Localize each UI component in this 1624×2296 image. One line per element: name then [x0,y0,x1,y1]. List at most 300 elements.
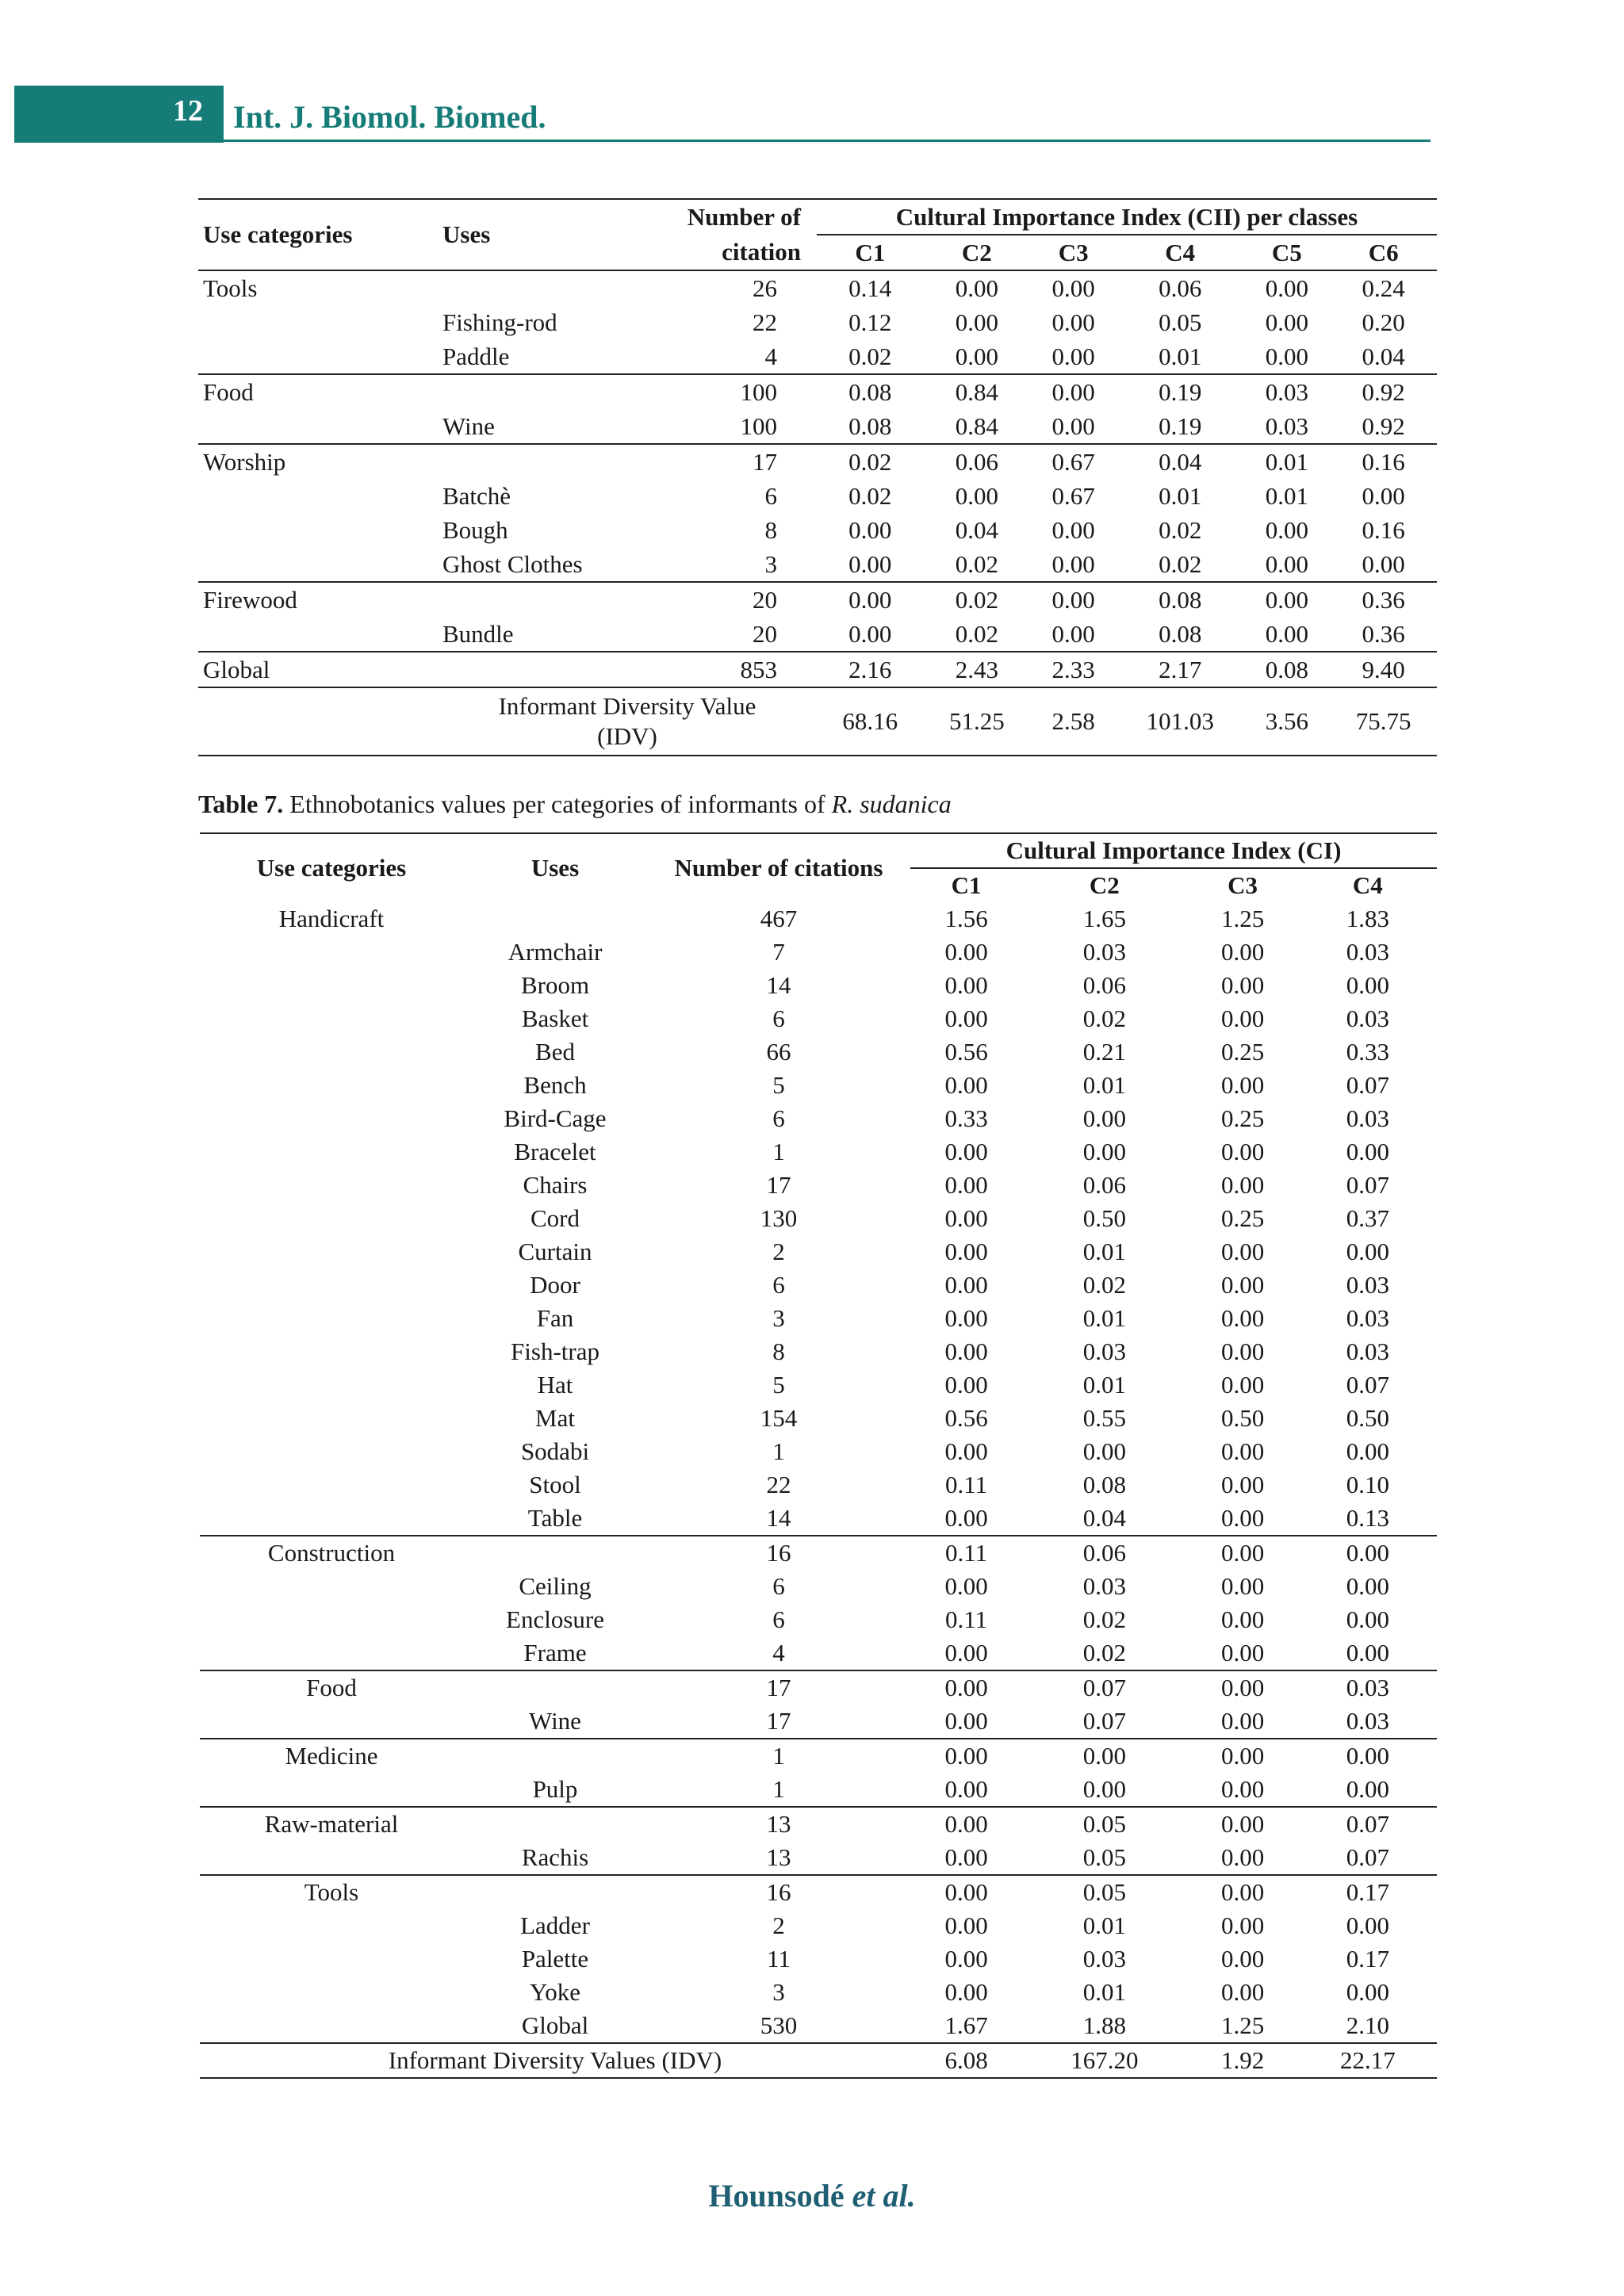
cell-citations: 17 [766,1171,791,1199]
cell-value: 0.00 [1220,1605,1265,1633]
cell-use [463,1670,647,1705]
table-row [200,1942,1437,1976]
cell-value: 0.00 [944,1437,988,1465]
cell-value: 0.00 [1220,1138,1265,1165]
header-class: C6 [1368,238,1399,266]
cell-category [200,1773,463,1807]
cell-value: 0.00 [944,1271,988,1299]
cell-citations: 6 [772,1605,785,1633]
header-cii: Cultural Importance Index (CII) per classes [817,199,1437,235]
footer-authors [0,2177,1624,2214]
header-number-of-citations: Number of citations [674,854,883,882]
cell-value: 0.00 [1051,549,1095,578]
cell-use: Table [527,1504,583,1532]
table-row [198,617,1437,652]
cell-value: 0.03 [1346,1104,1389,1132]
table-row [198,374,1437,409]
cell-value: 0.00 [1186,1807,1298,1841]
cell-value: 0.00 [1346,1639,1389,1667]
table-cell: 101.03 [1116,687,1243,756]
cell-value: 0.00 [944,971,988,999]
cell-citations: 13 [766,1843,791,1871]
caption-label: Table 7. [198,790,284,818]
cell-value: 2.17 [1116,652,1243,687]
cell-value: 0.07 [1082,1707,1126,1735]
cell-citations: 26 [753,274,777,302]
cell-value: 0.06 [1022,1536,1186,1570]
table-row [200,1705,1437,1739]
cell-value: 0.08 [1116,582,1243,617]
cell-value: 0.00 [1220,1504,1265,1532]
cell-category: Global [198,652,438,687]
table-7-body [200,902,1437,2043]
cell-use: Mat [535,1404,575,1432]
cell-value: 0.00 [1220,1639,1265,1667]
cell-value: 0.00 [1220,1171,1265,1199]
cell-value: 0.00 [1265,549,1308,578]
cell-citations: 1 [772,1138,785,1165]
cell-value: 0.04 [1362,342,1405,370]
header-ci: Cultural Importance Index (CI) [910,833,1437,868]
cell-value: 0.03 [1299,1670,1437,1705]
cell-category [200,1636,463,1670]
cell-category [200,1135,463,1169]
cell-value: 0.13 [1346,1504,1389,1532]
cell-citations: 22 [766,1471,791,1498]
cell-value: 0.00 [1243,582,1330,617]
cell-category [200,1202,463,1235]
cell-value: 0.03 [1346,1337,1389,1365]
cell-citations: 5 [772,1371,785,1399]
cell-value: 0.07 [1346,1171,1389,1199]
cell-value: 0.04 [955,515,998,544]
table-row [200,1875,1437,1909]
cell-value: 0.00 [944,1371,988,1399]
cell-value: 0.00 [1346,1978,1389,2006]
cell-use [463,902,647,936]
cell-value: 0.00 [848,549,892,578]
cell-value: 0.03 [1082,1572,1126,1600]
table-row [200,1739,1437,1773]
table-row [200,1002,1437,1035]
cell-category [200,1269,463,1302]
cell-value: 0.03 [1346,1271,1389,1299]
table-row [200,1335,1437,1368]
cell-value: 0.00 [1220,1945,1265,1973]
cell-citations: 8 [764,515,777,544]
table-row [198,339,1437,374]
cell-value: 0.20 [1362,308,1405,336]
header-number-of: Number of [687,203,801,231]
cell-category [198,513,438,547]
cell-citations: 20 [614,582,817,617]
cell-value: 0.00 [1346,1605,1389,1633]
cell-citations: 2 [772,1911,785,1939]
cell-value: 0.00 [1051,619,1095,648]
cell-use: Paddle [442,342,510,370]
cell-value: 0.00 [944,938,988,966]
cell-value: 0.05 [1022,1875,1186,1909]
cell-value: 0.00 [1299,1739,1437,1773]
header-class: C1 [951,871,982,899]
cell-use: Global [521,2011,589,2039]
cell-value: 0.03 [1243,374,1330,409]
table-row [200,1841,1437,1875]
cell-value: 0.08 [1159,619,1202,648]
cell-value: 0.00 [1220,1707,1265,1735]
cell-value: 0.00 [944,1071,988,1099]
cell-category [200,1942,463,1976]
cell-use: Stool [529,1471,581,1498]
table-cell: 75.75 [1330,687,1437,756]
cell-value: 0.07 [1346,1371,1389,1399]
cell-value: 0.00 [1186,1670,1298,1705]
cell-value: 0.00 [1220,1471,1265,1498]
cell-value: 0.00 [944,1911,988,1939]
cell-value: 0.03 [1346,1707,1389,1735]
cell-value: 0.01 [1082,1238,1126,1265]
cell-value: 0.00 [1346,1911,1389,1939]
cell-value: 0.00 [1346,1238,1389,1265]
cell-value: 0.04 [1116,444,1243,479]
cell-value: 0.00 [1265,274,1308,302]
cell-value: 2.16 [817,652,924,687]
table-row [200,1035,1437,1069]
cell-use [463,1807,647,1841]
cell-value: 0.01 [1159,481,1202,510]
cell-value: 0.00 [944,1204,988,1232]
header-class: C1 [855,238,886,266]
cell-value: 0.25 [1220,1104,1265,1132]
cell-citations: 5 [772,1071,785,1099]
cell-value: 0.00 [1220,1271,1265,1299]
cell-value: 0.00 [944,1978,988,2006]
table-row [200,1536,1437,1570]
cell-value: 0.01 [1243,444,1330,479]
cell-value: 0.01 [1082,1304,1126,1332]
cell-use: Hat [537,1371,573,1399]
cell-value: 0.01 [1159,342,1202,370]
footer-author: Hounsodé [708,2178,845,2214]
cell-use [463,1536,647,1570]
cell-value: 0.01 [1265,481,1308,510]
cell-value: 0.06 [924,444,1031,479]
cell-value: 0.67 [1030,444,1116,479]
cell-citations: 4 [772,1639,785,1667]
cell-category [200,1402,463,1435]
cell-value: 0.33 [1346,1038,1389,1066]
cell-use [463,1739,647,1773]
table-row [200,1670,1437,1705]
table-row [198,479,1437,513]
cell-citations: 6 [772,1572,785,1600]
cell-value: 0.08 [848,411,892,440]
table-cell: 68.16 [817,687,924,756]
table-row-idv [198,687,1437,756]
cell-value: 0.36 [1330,582,1437,617]
cell-value: 0.00 [1082,1104,1126,1132]
cell-citations: 8 [772,1337,785,1365]
cell-category [200,1035,463,1069]
cell-value: 0.05 [1082,1843,1126,1871]
cell-citations: 4 [764,342,777,370]
page-number: 12 [173,94,203,128]
cell-value: 0.92 [1362,411,1405,440]
cell-value: 0.03 [1346,938,1389,966]
cell-value: 0.02 [848,342,892,370]
cell-value: 0.00 [944,1843,988,1871]
cell-category: Firewood [198,582,438,617]
cell-category [200,1468,463,1502]
cell-citations: 1 [647,1739,910,1773]
cell-value: 0.00 [1346,1437,1389,1465]
cell-value: 0.00 [944,1238,988,1265]
cell-value: 0.01 [1082,1978,1126,2006]
cell-category: Tools [200,1875,463,1909]
cell-category [200,2009,463,2043]
cell-value: 0.00 [1220,1004,1265,1032]
cell-citations: 530 [760,2011,798,2039]
cell-value: 0.25 [1220,1038,1265,1066]
cell-category [198,617,438,652]
cell-value: 0.00 [944,1639,988,1667]
cell-use: Bundle [442,619,514,648]
cell-citations: 1 [772,1437,785,1465]
table-row [200,1603,1437,1636]
journal-title: Int. J. Biomol. Biomed. [233,99,546,135]
cell-value: 0.03 [1082,1945,1126,1973]
header-class: C2 [961,238,992,266]
cell-value: 0.19 [1116,374,1243,409]
cell-value: 0.00 [1265,308,1308,336]
cell-value: 0.00 [944,1504,988,1532]
cell-use: Palette [521,1945,589,1973]
cell-value: 0.02 [848,481,892,510]
cell-value: 0.00 [910,1739,1022,1773]
cell-value: 0.55 [1082,1404,1126,1432]
cell-category: Medicine [200,1739,463,1773]
cell-use [438,444,614,479]
cell-value: 0.00 [1346,1138,1389,1165]
cell-use: Wine [442,411,495,440]
cell-category [200,1909,463,1942]
cell-value: 0.00 [848,515,892,544]
table-row [200,936,1437,969]
cell-value: 0.00 [944,1337,988,1365]
cell-value: 0.11 [945,1605,988,1633]
cell-use: Batchè [442,481,511,510]
cell-value: 0.03 [1265,411,1308,440]
cell-value: 0.00 [944,1304,988,1332]
cell-citations: 2 [772,1238,785,1265]
table-6 [198,198,1437,756]
cell-value: 0.00 [1051,342,1095,370]
cell-value: 0.00 [1022,1739,1186,1773]
header-class: C5 [1271,238,1302,266]
header-class: C3 [1228,871,1258,899]
table-row [200,1636,1437,1670]
cell-use [438,270,614,305]
cell-citations: 14 [766,1504,791,1532]
cell-citations: 853 [614,652,817,687]
cell-value: 0.06 [1082,971,1126,999]
cell-value: 0.00 [1051,411,1095,440]
cell-value: 0.25 [1220,1204,1265,1232]
cell-use [463,1875,647,1909]
cell-value: 0.00 [944,1775,988,1803]
cell-value: 0.17 [1346,1945,1389,1973]
cell-citations: 130 [760,1204,798,1232]
cell-value: 0.00 [910,1670,1022,1705]
cell-value: 0.00 [1220,1238,1265,1265]
cell-value: 0.06 [1159,274,1202,302]
cell-use [438,652,614,687]
cell-citations: 3 [772,1304,785,1332]
cell-citations: 11 [767,1945,791,1973]
cell-value: 2.43 [924,652,1031,687]
cell-value: 0.00 [1030,374,1116,409]
table-row [198,547,1437,582]
cell-category [200,1976,463,2009]
table-row [200,1502,1437,1536]
cell-citations: 6 [772,1271,785,1299]
cell-value: 0.00 [1220,938,1265,966]
cell-category: Food [200,1670,463,1705]
cell-category [200,1002,463,1035]
cell-category [198,479,438,513]
cell-value: 0.00 [1362,549,1405,578]
cell-use: Bracelet [514,1138,596,1165]
table-row [200,1202,1437,1235]
cell-value: 0.00 [944,1171,988,1199]
cell-value: 0.02 [1082,1271,1126,1299]
table-row [200,1269,1437,1302]
cell-value: 0.14 [848,274,892,302]
cell-use: Rachis [521,1843,589,1871]
cell-value: 0.37 [1346,1204,1389,1232]
cell-value: 0.16 [1330,444,1437,479]
caption-text: Ethnobotanics values per categories of informants of [283,790,832,818]
cell-category [198,409,438,444]
cell-use: Fish-trap [511,1337,599,1365]
header-class: C2 [1089,871,1120,899]
cell-value: 0.00 [1346,1572,1389,1600]
cell-value: 0.24 [1362,274,1405,302]
cell-category: Construction [200,1536,463,1570]
header-use-categories: Use categories [256,854,407,882]
cell-citations: 16 [647,1875,910,1909]
cell-use: Chairs [523,1171,588,1199]
cell-value: 0.00 [1346,971,1389,999]
header-class: C4 [1352,871,1383,899]
table-cell: 22.17 [1299,2043,1437,2078]
cell-category [198,547,438,582]
table-row [198,582,1437,617]
cell-value: 0.02 [955,549,998,578]
cell-citations: 17 [766,1707,791,1735]
cell-value: 0.02 [955,619,998,648]
cell-value: 0.19 [1159,411,1202,440]
cell-value: 2.33 [1030,652,1116,687]
cell-value: 0.00 [1220,1071,1265,1099]
table-row [198,652,1437,687]
header-uses: Uses [442,220,491,248]
cell-value: 0.00 [955,308,998,336]
cell-citations: 3 [772,1978,785,2006]
cell-use: Basket [521,1004,589,1032]
cell-citations: 16 [647,1536,910,1570]
cell-value: 1.83 [1346,905,1389,932]
cell-use: Yoke [529,1978,581,2006]
cell-value: 0.56 [944,1038,988,1066]
cell-category [200,1368,463,1402]
cell-category: Tools [203,274,258,302]
table-cell: 2.58 [1030,687,1116,756]
table-row [200,1909,1437,1942]
cell-use [438,374,614,409]
cell-value: 0.00 [1082,1775,1126,1803]
header-uses: Uses [530,854,580,882]
idv-label: Informant Diversity Values (IDV) [200,2043,910,2078]
table-row [200,969,1437,1002]
table-row [200,1368,1437,1402]
table-row [198,305,1437,339]
cell-value: 0.67 [1051,481,1095,510]
cell-value: 0.00 [944,1945,988,1973]
cell-citations: 6 [772,1104,785,1132]
table-cell: 1.92 [1186,2043,1298,2078]
cell-use: Fishing-rod [442,308,557,336]
cell-value: 0.00 [955,274,998,302]
cell-citations: 22 [753,308,777,336]
cell-value: 0.00 [1220,1371,1265,1399]
cell-value: 0.02 [817,444,924,479]
cell-value: 0.36 [1362,619,1405,648]
cell-use: Sodabi [520,1437,590,1465]
cell-value: 0.84 [924,374,1031,409]
cell-value: 0.08 [1243,652,1330,687]
cell-value: 0.00 [944,1138,988,1165]
cell-value: 0.03 [1346,1304,1389,1332]
table-row [200,1570,1437,1603]
cell-value: 0.84 [955,411,998,440]
cell-value: 0.02 [1082,1004,1126,1032]
cell-value: 0.00 [944,1572,988,1600]
cell-value: 0.06 [1082,1171,1126,1199]
cell-value: 0.05 [1022,1807,1186,1841]
cell-value: 0.92 [1330,374,1437,409]
cell-value: 0.00 [1051,308,1095,336]
cell-category [200,1841,463,1875]
table-row [200,1435,1437,1468]
cell-use: Cord [530,1204,580,1232]
cell-value: 1.65 [1082,905,1126,932]
cell-value: 0.00 [1265,342,1308,370]
cell-citations: 100 [740,411,777,440]
table-row [200,2009,1437,2043]
header-class: C3 [1058,238,1089,266]
table-row-idv [200,2043,1437,2078]
cell-value: 0.00 [1220,1572,1265,1600]
cell-category [200,1102,463,1135]
cell-value: 0.00 [1051,274,1095,302]
cell-value: 0.00 [1299,1536,1437,1570]
cell-use: Bed [535,1038,575,1066]
cell-value: 0.16 [1362,515,1405,544]
cell-use: Bough [442,515,508,544]
cell-value: 0.02 [1159,549,1202,578]
cell-citations: 13 [647,1807,910,1841]
